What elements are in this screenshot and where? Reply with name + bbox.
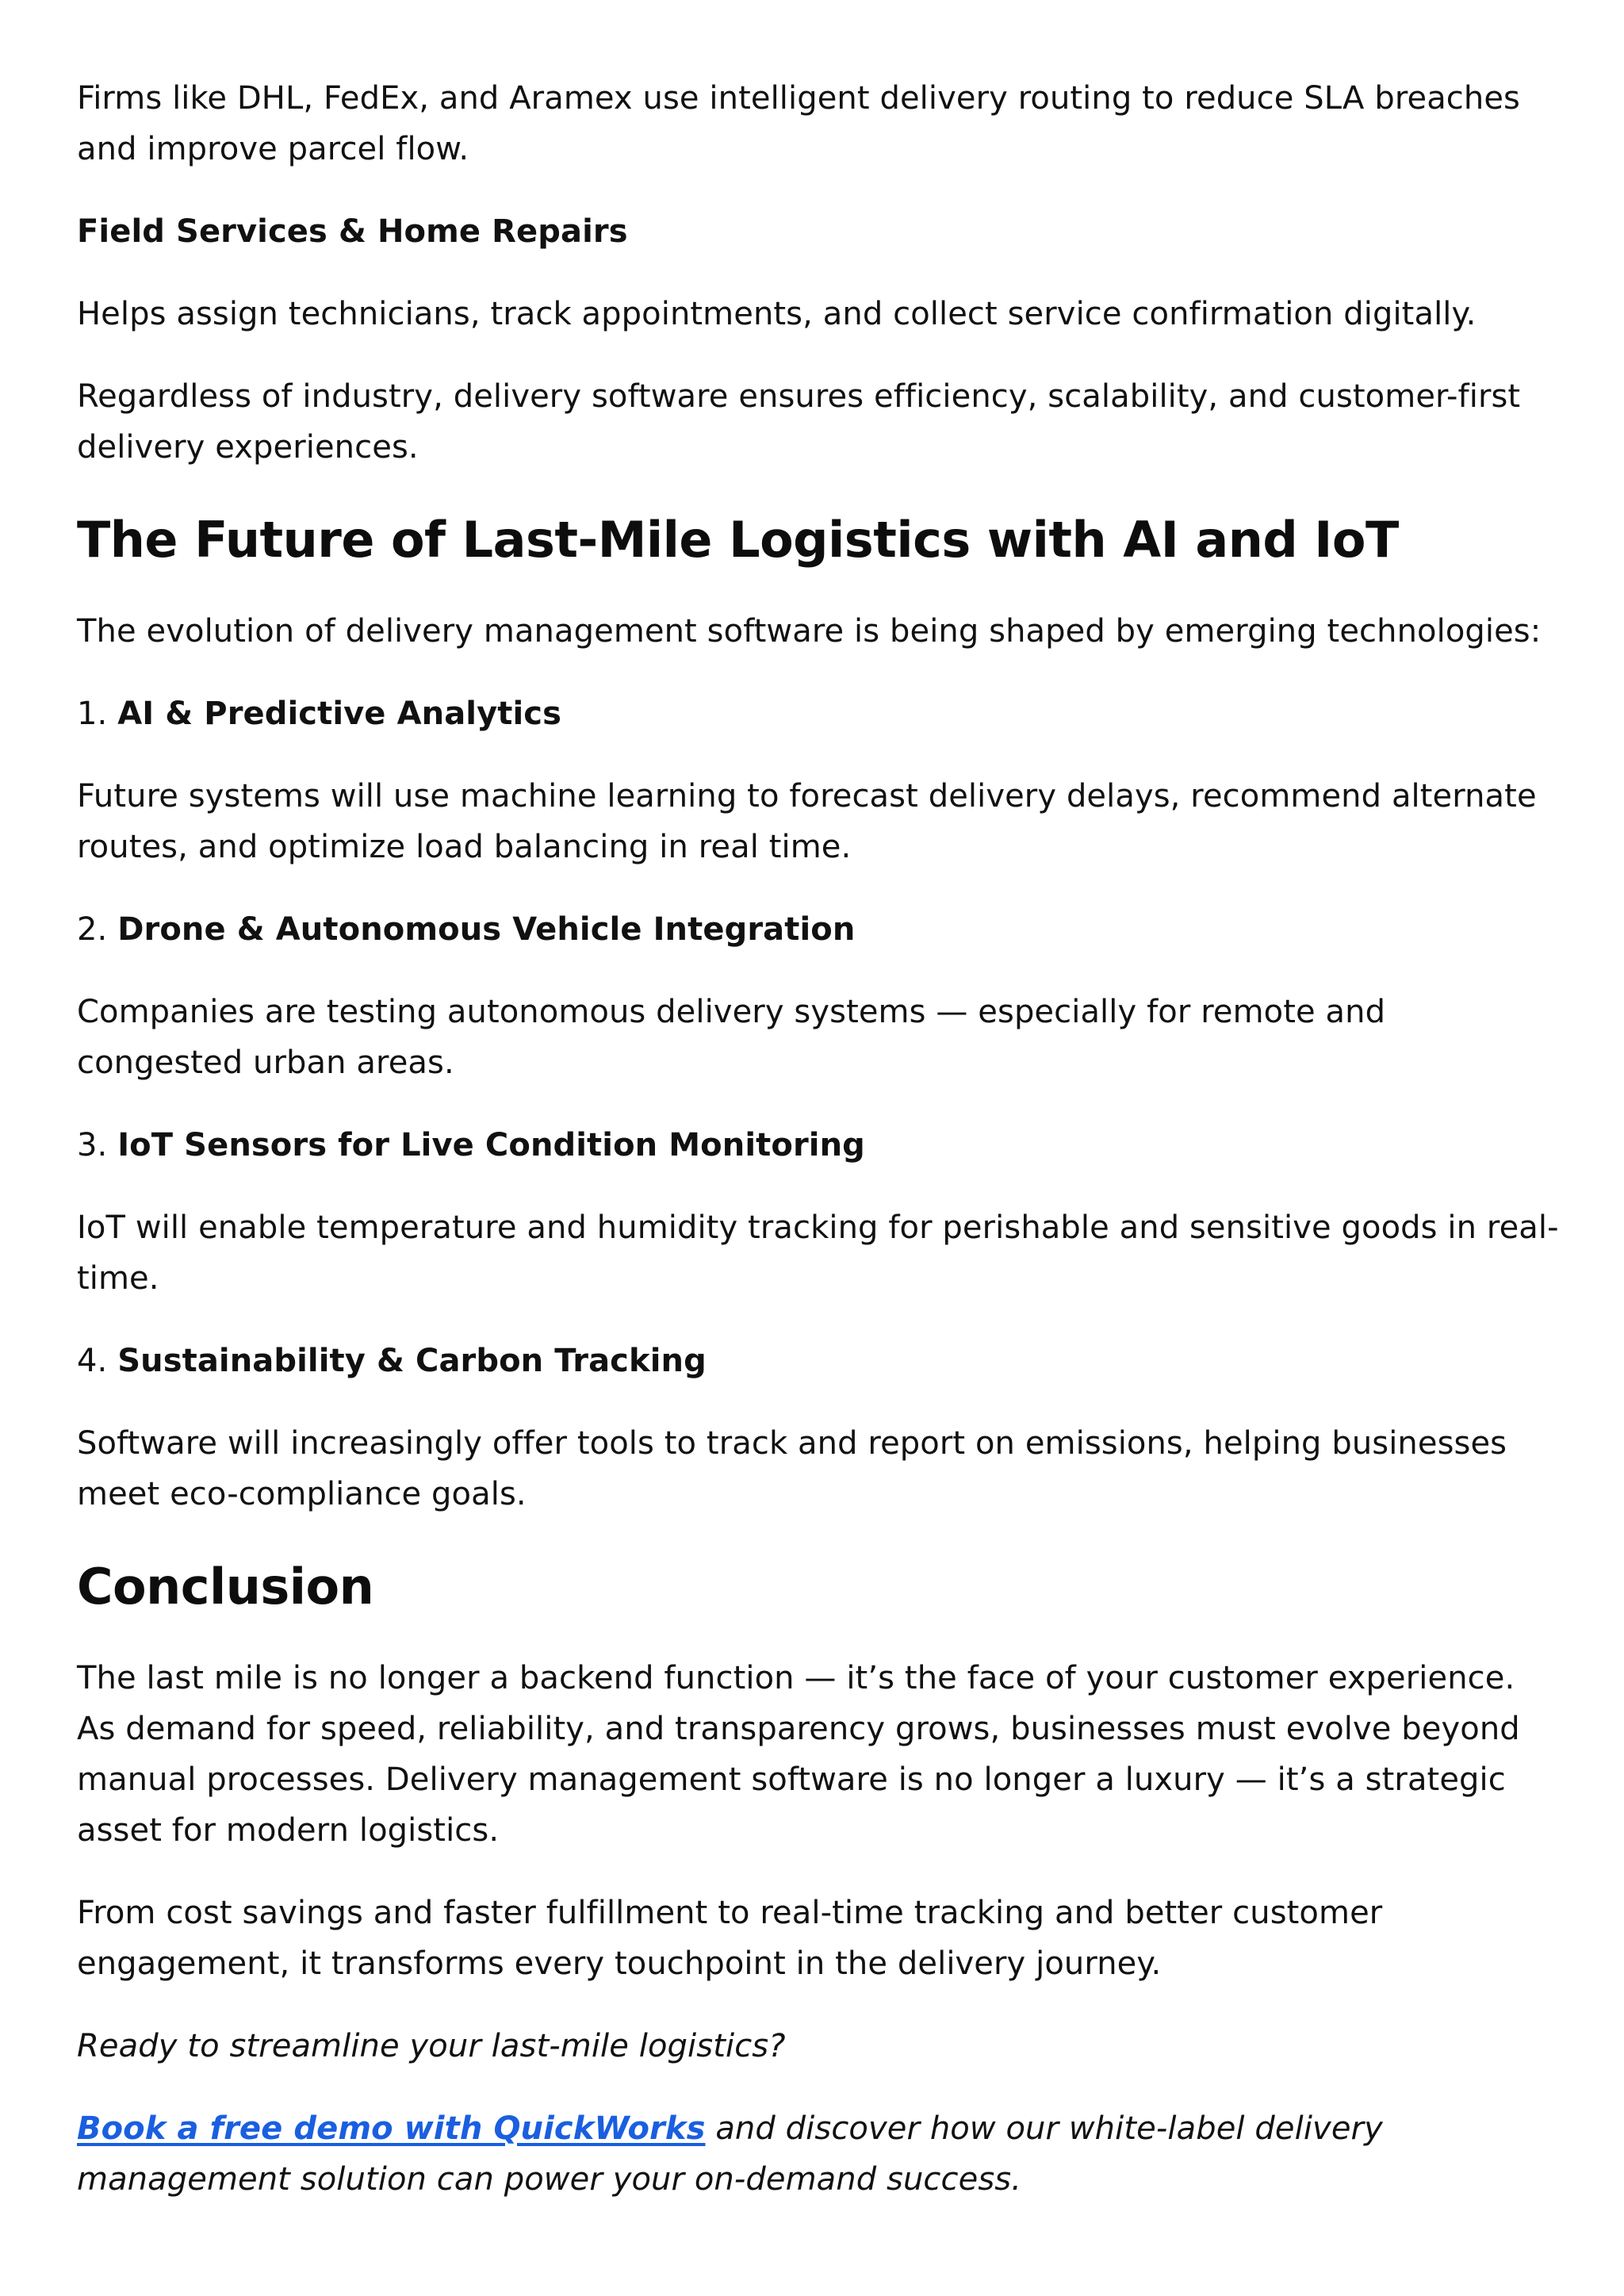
- item-number: 2.: [77, 911, 108, 948]
- item-title: Sustainability & Carbon Tracking: [117, 1343, 707, 1379]
- conclusion-heading: Conclusion: [77, 1558, 374, 1616]
- conclusion-paragraph: The last mile is no longer a backend function — it’s the face of your customer experience. As demand for speed, reliability, and transparency grows, businesses must evolve beyond manual processes. Delivery management software is no longer a luxury — it’s a strategic asset for modern logistics.: [77, 1660, 1520, 1849]
- item-title: Drone & Autonomous Vehicle Integration: [117, 911, 856, 948]
- item-title: AI & Predictive Analytics: [117, 696, 562, 732]
- item-number: 1.: [77, 696, 108, 732]
- cta-question: Ready to streamline your last-mile logistics?: [77, 2028, 786, 2064]
- future-item-text: IoT will enable temperature and humidity tracking for perishable and sensitive goods in real-time.: [77, 1209, 1559, 1297]
- future-item-text: Future systems will use machine learning to forecast delivery delays, recommend alternate routes, and optimize load balancing in real time.: [77, 778, 1537, 865]
- future-item-heading: [77, 1120, 1561, 1171]
- field-services-heading: Field Services & Home Repairs: [77, 213, 628, 250]
- regardless-paragraph: Regardless of industry, delivery software ensures efficiency, scalability, and customer-first delivery experiences.: [77, 378, 1521, 466]
- future-item-text: Software will increasingly offer tools to track and report on emissions, helping businesses meet eco-compliance goals.: [77, 1425, 1507, 1512]
- intro-paragraph: Firms like DHL, FedEx, and Aramex use intelligent delivery routing to reduce SLA breaches and improve parcel flow.: [77, 80, 1520, 167]
- book-demo-link[interactable]: Book a free demo with QuickWorks: [77, 2110, 706, 2147]
- future-item-heading: [77, 1336, 1561, 1386]
- item-title: IoT Sensors for Live Condition Monitoring: [117, 1127, 865, 1163]
- future-item-text: Companies are testing autonomous delivery systems — especially for remote and congested urban areas.: [77, 994, 1386, 1081]
- future-item-heading: [77, 904, 1561, 955]
- future-intro-paragraph: The evolution of delivery management software is being shaped by emerging technologies:: [77, 613, 1542, 650]
- cta-rest-text: and discover how our white-label delivery management solution can power your on-demand success.: [77, 2110, 1383, 2198]
- future-item-heading: [77, 688, 1561, 739]
- item-number: 4.: [77, 1343, 108, 1379]
- conclusion-paragraph: From cost savings and faster fulfillment to real-time tracking and better customer engagement, it transforms every touchpoint in the delivery journey.: [77, 1895, 1383, 1982]
- cta-paragraph: [77, 2103, 1561, 2205]
- field-services-paragraph: Helps assign technicians, track appointments, and collect service confirmation digitally.: [77, 296, 1477, 332]
- future-section-heading: The Future of Last-Mile Logistics with AI and IoT: [77, 511, 1399, 569]
- item-number: 3.: [77, 1127, 108, 1163]
